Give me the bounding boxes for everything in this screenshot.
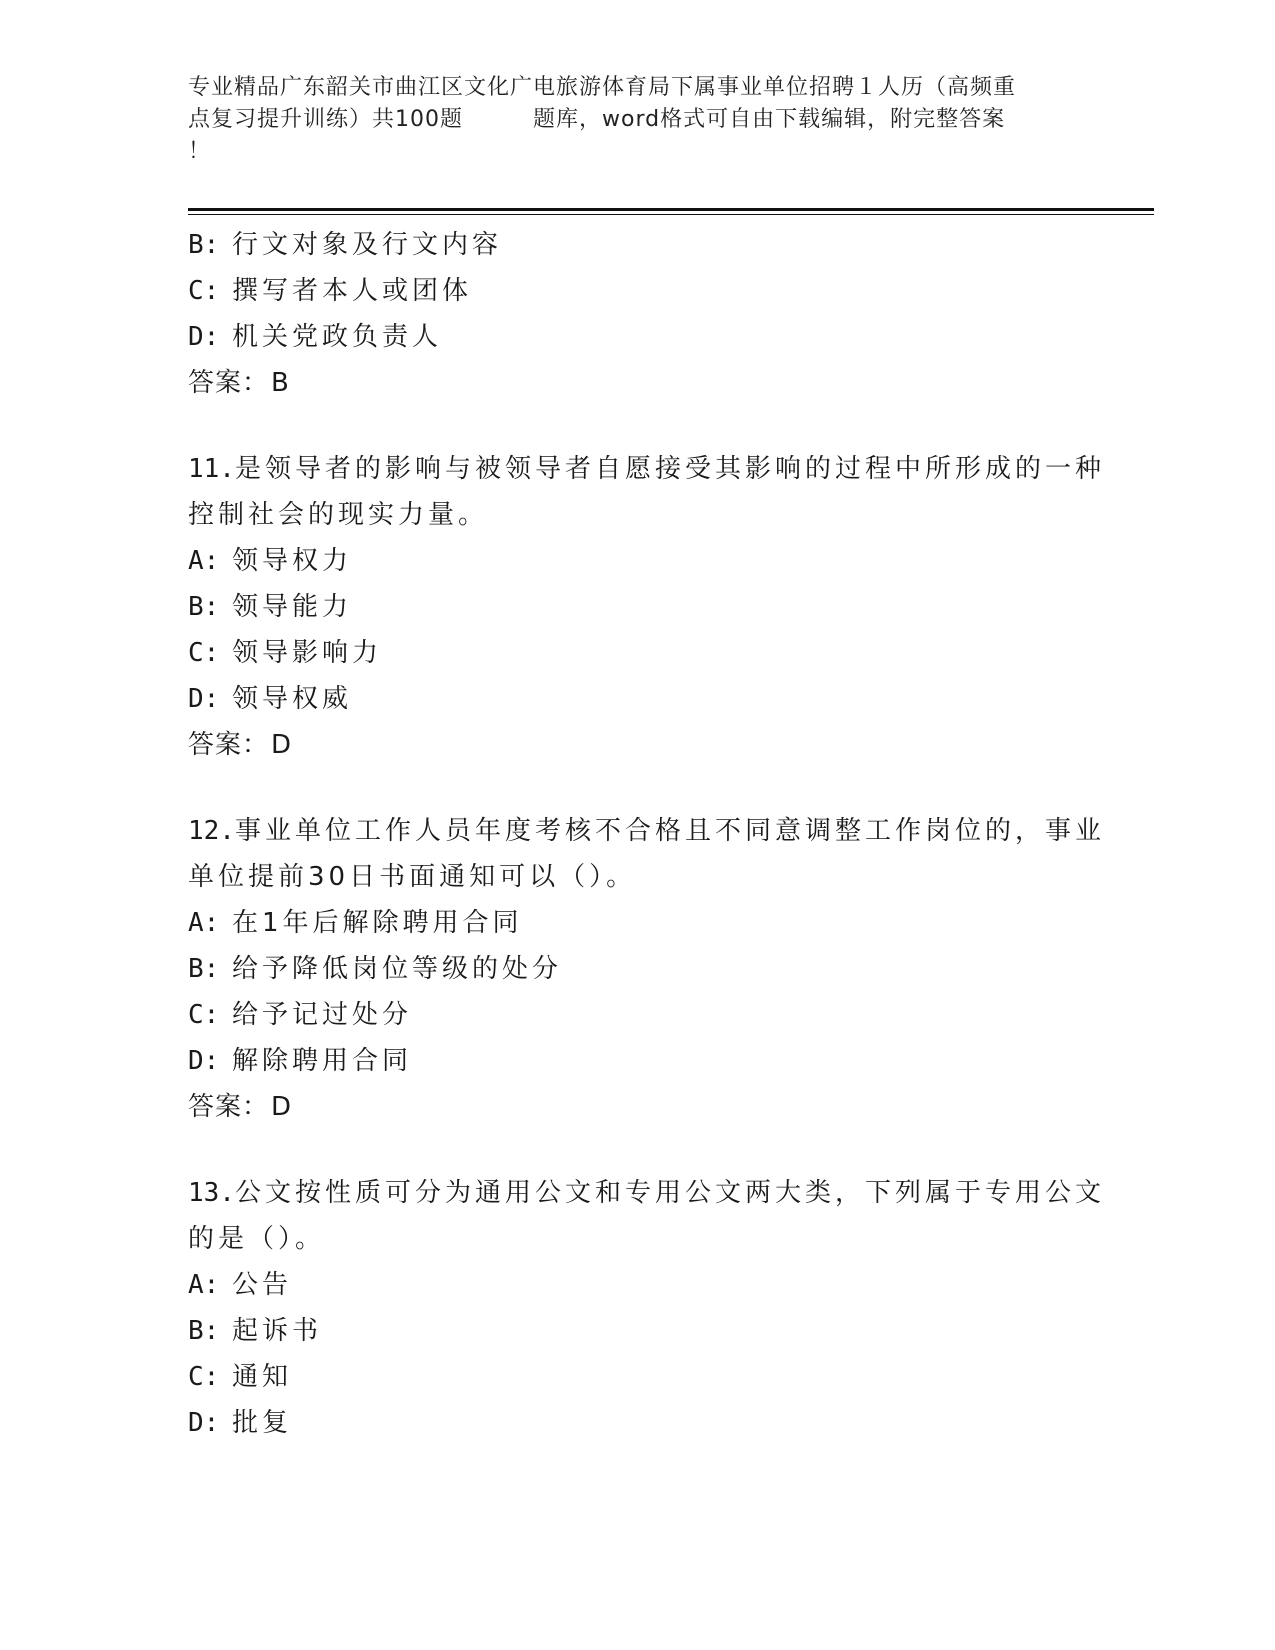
header-line-1: 专业精品广东韶关市曲江区文化广电旅游体育局下属事业单位招聘１人历（高频重 [188, 75, 1017, 100]
option-b [188, 946, 1088, 992]
option-label: C: [188, 1362, 220, 1392]
option-text: 行文对象及行文内容 [232, 230, 503, 260]
option-label: D: [188, 1046, 220, 1076]
answer-value: D [271, 730, 293, 760]
question-13 [188, 1170, 1105, 1446]
answer-value: D [271, 1092, 293, 1122]
option-text: 领导能力 [232, 592, 353, 622]
option-b [188, 1308, 1088, 1354]
option-a [188, 1262, 1088, 1308]
option-c [188, 1354, 1088, 1400]
answer-label: 答案： [188, 730, 270, 760]
answer-label: 答案： [188, 1092, 270, 1122]
question-stem-line-1 [188, 446, 1105, 492]
option-label: C: [188, 638, 220, 668]
header-line-2 [188, 104, 1088, 136]
option-label: B: [188, 954, 220, 984]
question-number: 12. [188, 816, 235, 846]
option-label: A: [188, 908, 220, 938]
option-label: D: [188, 1408, 220, 1438]
option-text: 解除聘用合同 [232, 1046, 413, 1076]
option-c [188, 630, 1088, 676]
header-divider-thin [188, 214, 1154, 215]
option-c [188, 992, 1088, 1038]
answer-line [188, 360, 1088, 406]
option-label: B: [188, 230, 220, 260]
option-d [188, 1400, 1088, 1446]
option-text: 机关党政负责人 [232, 322, 443, 352]
option-text: 在1年后解除聘用合同 [232, 908, 523, 938]
option-text: 领导权威 [232, 684, 353, 714]
option-label: D: [188, 684, 220, 714]
question-12 [188, 808, 1105, 1130]
question-number: 13. [188, 1178, 235, 1208]
question-text: 事业单位工作人员年度考核不合格且不同意调整工作岗位的，事业 [234, 816, 1105, 846]
option-text: 领导权力 [232, 546, 353, 576]
option-text: 撰写者本人或团体 [232, 276, 473, 306]
question-number: 11. [188, 454, 235, 484]
option-a [188, 900, 1088, 946]
option-a [188, 538, 1088, 584]
option-label: B: [188, 592, 220, 622]
document-header [188, 72, 1088, 168]
question-stem-line-2: 控制社会的现实力量。 [188, 500, 489, 530]
option-d [188, 1038, 1088, 1084]
option-label: B: [188, 1316, 220, 1346]
option-label: A: [188, 546, 220, 576]
question-10-partial [188, 222, 1088, 406]
answer-label: 答案： [188, 368, 270, 398]
option-text: 批复 [232, 1408, 293, 1438]
question-text: 是领导者的影响与被领导者自愿接受其影响的过程中所形成的一种 [234, 454, 1105, 484]
question-stem-line-2: 的是（）。 [188, 1224, 326, 1254]
header-line-2b: 题库，word格式可自由下载编辑，附完整答案 [533, 107, 1006, 132]
option-text: 给予记过处分 [232, 1000, 413, 1030]
question-stem-line-1 [188, 1170, 1105, 1216]
question-stem-line-2: 单位提前30日书面通知可以（）。 [188, 862, 637, 892]
question-list [188, 222, 1105, 1446]
option-d [188, 314, 1088, 360]
option-b [188, 222, 1088, 268]
answer-line [188, 722, 1088, 768]
option-b [188, 584, 1088, 630]
option-text: 给予降低岗位等级的处分 [232, 954, 563, 984]
question-stem-line-1 [188, 808, 1105, 854]
answer-value: B [271, 368, 290, 398]
option-text: 通知 [232, 1362, 293, 1392]
option-text: 起诉书 [232, 1316, 323, 1346]
option-label: D: [188, 322, 220, 352]
answer-line [188, 1084, 1088, 1130]
header-line-2a: 点复习提升训练）共100题 [188, 107, 463, 132]
option-d [188, 676, 1088, 722]
header-line-3: ！ [188, 139, 212, 164]
header-divider-thick [188, 208, 1154, 211]
question-11 [188, 446, 1105, 768]
option-c [188, 268, 1088, 314]
question-text: 公文按性质可分为通用公文和专用公文两大类，下列属于专用公文 [234, 1178, 1105, 1208]
option-label: C: [188, 276, 220, 306]
option-text: 公告 [232, 1270, 293, 1300]
option-label: A: [188, 1270, 220, 1300]
option-text: 领导影响力 [232, 638, 383, 668]
option-label: C: [188, 1000, 220, 1030]
